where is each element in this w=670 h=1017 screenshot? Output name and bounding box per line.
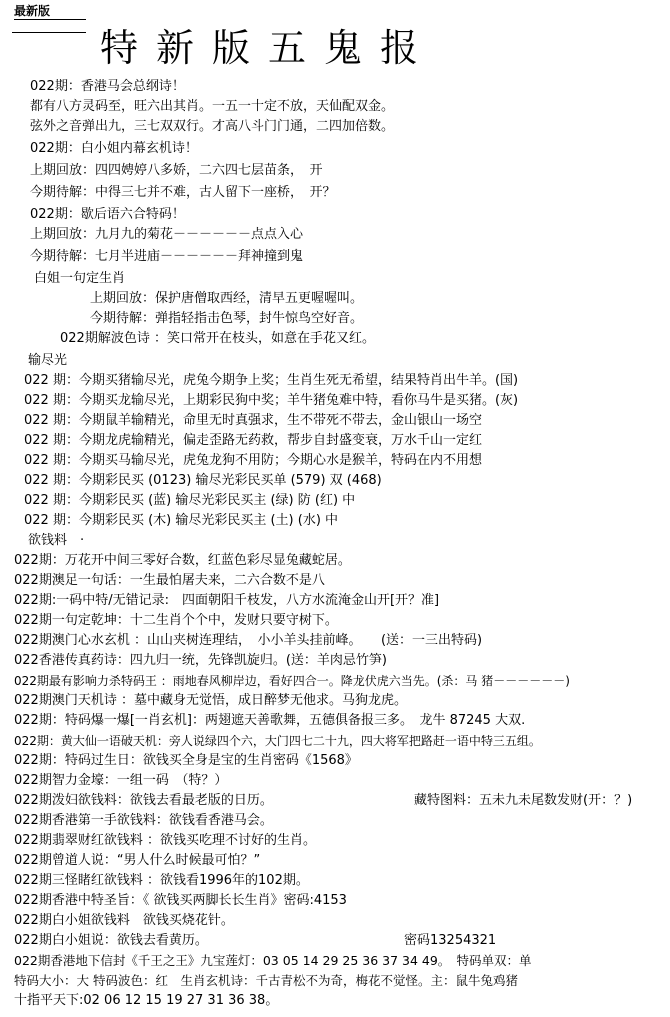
text-line: 022 期：今期鼠羊输精光，命里无时真强求，生不带死不带去，金山银山一场空 <box>24 413 482 428</box>
text-line: 022期香港中特圣旨：《 欲钱买两脚长长生肖》密码:4153 <box>14 893 347 908</box>
text-line: 今期待解：弹指轻指击色琴，封牛惊鸟空好音。 <box>90 311 364 326</box>
text-line: 022 期：今期买猪输尽光，虎兔今期争上奖；生肖生死无希望，结果特肖出牛羊。(国) <box>24 373 519 388</box>
text-line: 022香港传真药诗：四九归一统，先锋凯旋归。(送：羊肉忌竹笋) <box>14 653 387 668</box>
text-line: 022期澳门天机诗 ：墓中藏身无觉悟，成日醉梦无他求。马狗龙虎。 <box>14 693 407 708</box>
text-line: 022 期：今期彩民买 (木) 输尽光彩民买主 (土) (水) 中 <box>24 513 339 528</box>
text-line: 022期最有影响力杀特码王 ：雨地春风柳岸边，看好四合一。降龙伏虎六当先。(杀：马 猪－－－－－－) <box>14 674 570 688</box>
text-line: 022期智力金壕：一组一码 （特？） <box>14 773 228 788</box>
text-line: 022期翡翠财红欲钱料 ：欲钱买吃理不讨好的生肖。 <box>14 833 316 848</box>
text-line: 022期香港第一手欲钱料：欲钱看香港马会。 <box>14 813 273 828</box>
text-line: 今期待解：七月半进庙－－－－－－拜神撞到鬼 <box>30 249 304 264</box>
text-line: 022 期：今期彩民买 (0123) 输尽光彩民买单 (579) 双 (468) <box>24 473 382 488</box>
text-line: 022期：特码过生日：欲钱买全身是宝的生肖密码《1568》 <box>14 753 358 768</box>
text-line: 022 期：今期彩民买 (蓝) 输尽光彩民买主 (绿) 防 (红) 中 <box>24 493 356 508</box>
text-line: 022 期：今期买龙输尽光，上期彩民狗中奖；羊牛猪兔难中特，看你马牛是买猪。(灰) <box>24 393 519 408</box>
text-line: 022期香港地下信封《千王之王》九宝莲灯：03 05 14 29 25 36 37 34 49。 特码单双：单 <box>14 953 532 968</box>
page-title: 特新版五鬼报 <box>100 26 437 70</box>
text-line: 都有八方灵码至，旺六出其肖。一五一十定不放，天仙配双金。 <box>30 99 395 114</box>
text-line: 藏特图料：五未九未尾数发财(开：？) <box>414 793 633 808</box>
text-line: 欲钱料 · <box>28 533 85 548</box>
text-line: 弦外之音弹出九，三七双双行。才高八斗门门通，二四加倍数。 <box>30 119 395 134</box>
text-line: 上期回放：九月九的菊花－－－－－－点点入心 <box>30 227 304 242</box>
text-line: 022 期：今期买马输尽光，虎兔龙狗不用防；今期心水是猴羊，特码在内不用想 <box>24 453 482 468</box>
text-line: 022期：万花开中间三零好合数，红蓝色彩尽显兔藏蛇居。 <box>14 553 351 568</box>
text-line: 上期回放：四四娉婷八多娇，二六四七层苗条， 开 <box>30 163 323 178</box>
text-line: 022期一句定乾坤：十二生肖个个中，发财只要守树下。 <box>14 613 338 628</box>
text-line: 022期泼妇欲钱料：欲钱去看最老版的日历。 <box>14 793 273 808</box>
text-line: 十指平天下:02 06 12 15 19 27 31 36 38。 <box>14 993 279 1008</box>
text-line: 022期：香港马会总纲诗！ <box>30 79 185 94</box>
text-line: 022期解波色诗 ：笑口常开在枝头，如意在手花又红。 <box>60 331 375 346</box>
text-line: 022期白小姐欲钱料 欲钱买烧花针。 <box>14 913 234 928</box>
text-line: 022期三怪睹红欲钱料 ：欲钱看1996年的102期。 <box>14 873 309 888</box>
text-line: 今期待解：中得三七并不难，古人留下一座桥， 开？ <box>30 185 336 200</box>
text-line: 022期澳门心水玄机 ：山山夹树连理结， 小小羊头挂前峰。 (送：一三出特码) <box>14 633 483 648</box>
text-line: 022期澳足一句话：一生最怕屠夫来，二六合数不是八 <box>14 573 325 588</box>
text-line: 密码13254321 <box>404 933 497 948</box>
text-line: 022 期：今期龙虎输精光，偏走歪路无药救，帮步自封盛变衰，万水千山一定红 <box>24 433 482 448</box>
text-line: 022期：白小姐内幕玄机诗！ <box>30 141 198 156</box>
text-line: 022期曾道人说：“男人什么时候最可怕？” <box>14 853 261 868</box>
text-line: 022期：黄大仙一语破天机：旁人说绿四个六，大门四七二十九，四大将军把路赶一语中特三五组。 <box>14 734 541 748</box>
text-line: 022期：特码爆一爆[一肖玄机]：两翅遮天善歌舞，五德俱备报三多。 龙牛 87245 大双. <box>14 713 526 728</box>
divider <box>12 32 86 33</box>
text-line: 输尽光 <box>28 353 68 368</box>
text-line: 上期回放：保护唐僧取西经，清早五更喔喔叫。 <box>90 291 364 306</box>
edition-badge: 最新版 <box>14 3 86 20</box>
text-line: 特码大小：大 特码波色：红 生肖玄机诗：千古青松不为奇，梅花不觉怪。主：鼠牛兔鸡猪 <box>14 973 518 988</box>
text-line: 022期白小姐说：欲钱去看黄历。 <box>14 933 208 948</box>
text-line: 022期：歇后语六合特码！ <box>30 207 185 222</box>
text-line: 白姐一句定生肖 <box>34 271 126 286</box>
text-line: 022期:一码中特/无错记录: 四面朝阳千枝发，八方水流淹金山开[开？准] <box>14 593 440 608</box>
